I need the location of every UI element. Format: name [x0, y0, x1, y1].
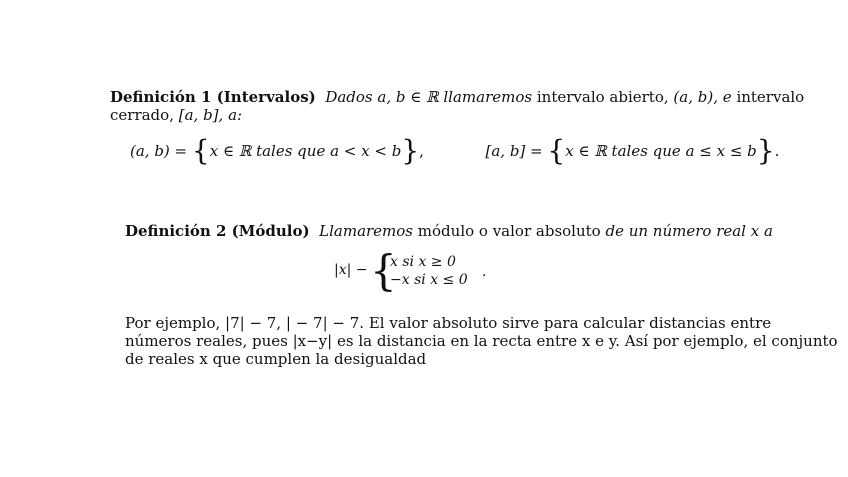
piecewise-period: . — [482, 264, 487, 280]
definition-2-title: Definición 2 (Módulo) — [125, 222, 310, 240]
definition-2-line-1 — [125, 222, 773, 240]
definition-2-term: módulo o valor absoluto — [417, 222, 601, 240]
definition-1-closed-label: cerrado, — [110, 106, 174, 124]
definition-1-call: llamaremos — [443, 88, 533, 106]
definition-1-line2-end: a: — [228, 106, 243, 124]
paragraph-line-2: números reales, pues |x−y| es la distancia en la recta entre x e y. Así por ejemplo, el conjunto — [125, 332, 838, 350]
definition-1-intro: Dados — [325, 88, 373, 106]
closed-interval-lhs: [a, b] = — [485, 142, 543, 160]
definition-1-open-label: intervalo abierto, — [536, 88, 669, 106]
closed-interval-set: x ∈ ℝ tales que a ≤ x ≤ b — [565, 142, 757, 160]
definition-1-ab-in-r: a, b ∈ ℝ — [377, 88, 439, 106]
definition-1-formulas — [130, 134, 779, 167]
definition-2-call: Llamaremos — [319, 222, 414, 240]
open-interval-set: x ∈ ℝ tales que a < x < b — [209, 142, 402, 160]
piecewise-row-2: −x si x ≤ 0 — [390, 272, 468, 288]
piecewise-brace: { — [370, 246, 397, 295]
paragraph-line-1: Por ejemplo, |7| − 7, | − 7| − 7. El valor absoluto sirve para calcular distancias entre — [125, 314, 772, 332]
paragraph-line-3: de reales x que cumplen la desigualdad — [125, 350, 427, 368]
definition-1-line-2 — [110, 106, 242, 124]
right-brace: } — [756, 134, 775, 167]
definition-1-interval-word: intervalo — [736, 88, 805, 106]
piecewise-lhs: |x| − — [334, 262, 368, 278]
open-interval-lhs: (a, b) = — [130, 142, 188, 160]
piecewise-row-1: x si x ≥ 0 — [390, 254, 456, 270]
definition-1-conj: e — [722, 88, 732, 106]
closed-interval-period: . — [774, 142, 780, 160]
open-interval-comma: , — [419, 142, 424, 160]
definition-2-tail: de un número real x a — [605, 222, 773, 240]
definition-1-line-1 — [110, 88, 804, 106]
right-brace: } — [401, 134, 420, 167]
left-brace: { — [191, 134, 210, 167]
definition-1-title: Definición 1 (Intervalos) — [110, 88, 316, 106]
definition-1-open-interval: (a, b), — [673, 88, 718, 106]
definition-1-closed-interval: [a, b], — [178, 106, 224, 124]
left-brace: { — [547, 134, 566, 167]
